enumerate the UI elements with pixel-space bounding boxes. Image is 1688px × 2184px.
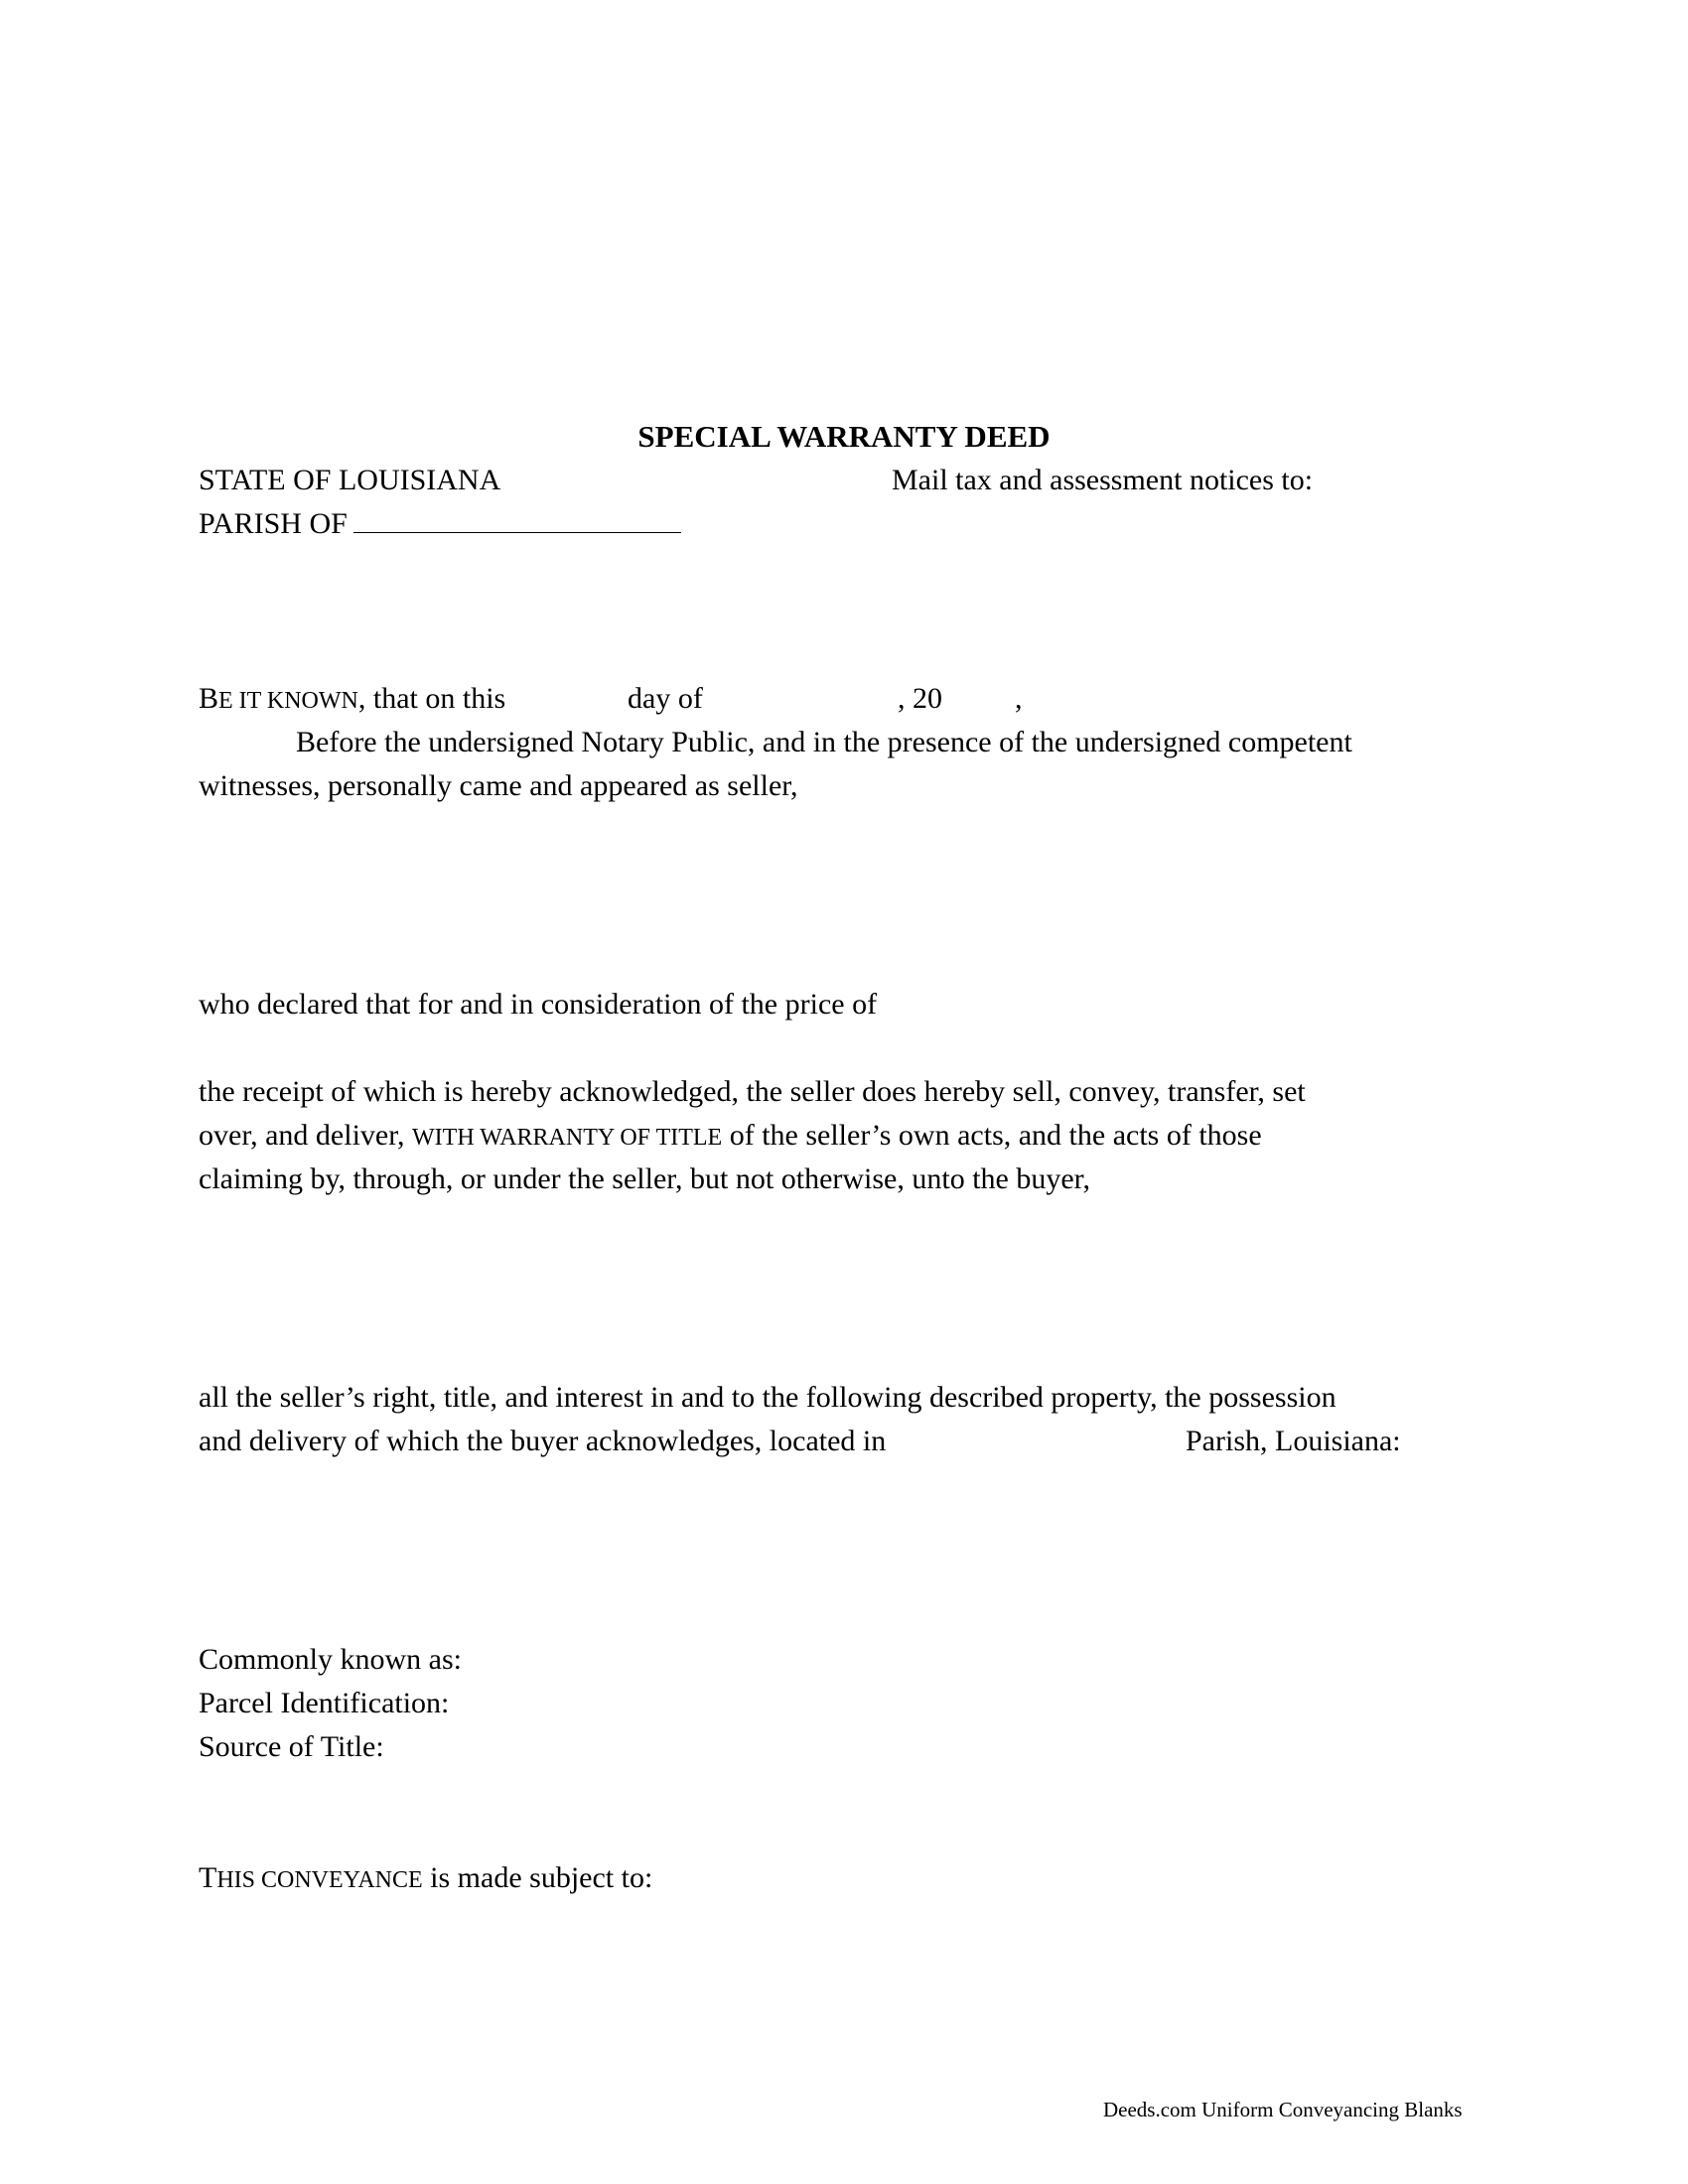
footer-text: Deeds.com Uniform Conveyancing Blanks [1103,2098,1463,2121]
source-of-title-label: Source of Title: [199,1730,384,1763]
parish-label: PARISH OF [199,507,348,540]
parcel-id-label: Parcel Identification: [199,1687,450,1719]
receipt-line-2-end: of the seller’s own acts, and the acts of those [722,1119,1262,1152]
conveyance-rest: is made subject to: [422,1861,653,1894]
notary-line-1: Before the undersigned Notary Public, and in the presence of the undersigned competent [296,726,1352,758]
commonly-known-label: Commonly known as: [199,1643,463,1676]
date-comma: , [1015,682,1023,715]
parish-line [199,502,681,546]
receipt-line-2 [199,1114,1262,1160]
document-title: SPECIAL WARRANTY DEED [637,419,1051,454]
year-prefix-label: , 20 [898,682,942,715]
that-on-this-text: , that on this [357,682,506,715]
receipt-line-3: claiming by, through, or under the seller, but not otherwise, unto the buyer, [199,1162,1090,1195]
conveyance-smallcaps: HIS CONVEYANCE [216,1867,423,1893]
interest-line-1: all the seller’s right, title, and interest in and to the following described property, the possession [199,1381,1336,1414]
state-label: STATE OF LOUISIANA [199,464,501,496]
mail-notice-label: Mail tax and assessment notices to: [892,464,1314,496]
day-of-label: day of [628,682,703,715]
parish-louisiana-label: Parish, Louisiana: [1186,1425,1401,1457]
interest-line-2: and delivery of which the buyer acknowledges, located in [199,1425,887,1457]
be-it-known-cap: B [199,682,219,715]
notary-line-2: witnesses, personally came and appeared as seller, [199,769,798,802]
receipt-line-2-start: over, and deliver, [199,1119,413,1152]
parish-blank [353,506,681,533]
consideration-line: who declared that for and in consideration of the price of [199,988,878,1021]
warranty-smallcaps: WITH WARRANTY OF TITLE [412,1125,723,1151]
conveyance-line [199,1856,652,1902]
conveyance-cap: T [199,1861,217,1894]
be-it-known-smallcaps: E IT KNOWN [218,688,358,714]
be-it-known-line [199,677,505,723]
receipt-line-1: the receipt of which is hereby acknowledged, the seller does hereby sell, convey, transfer, set [199,1075,1306,1108]
